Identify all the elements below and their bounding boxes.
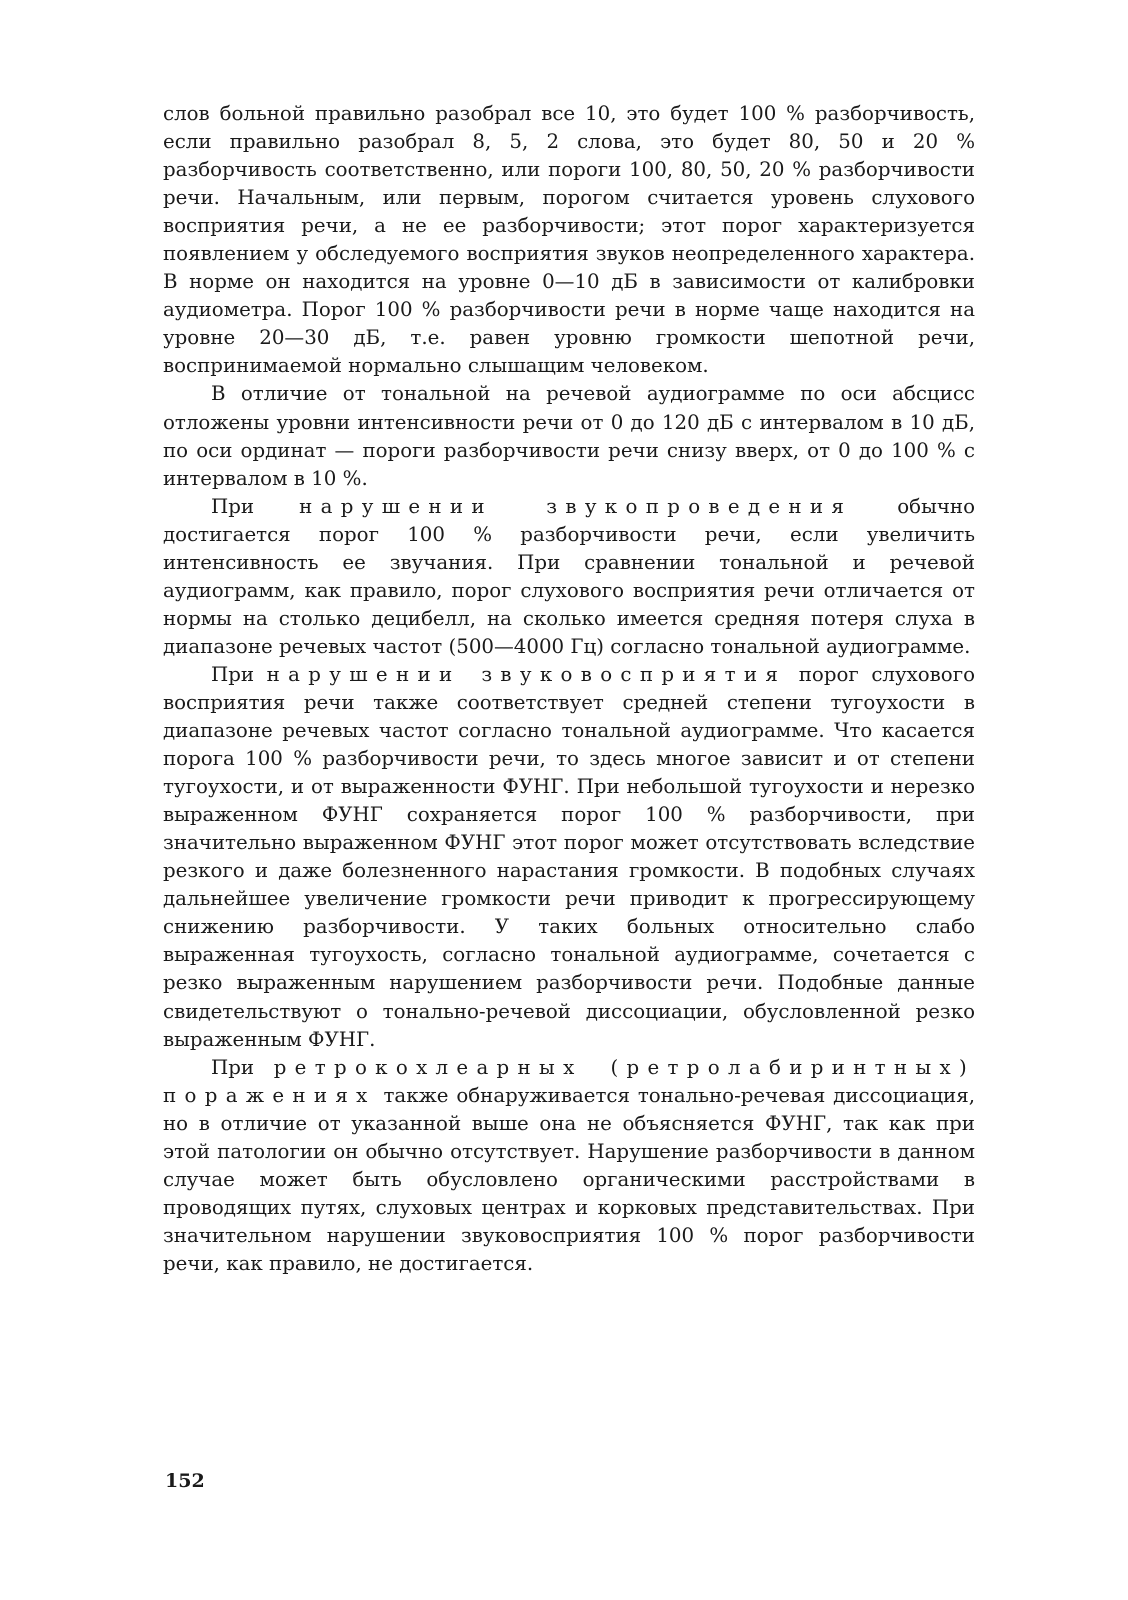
paragraph-1-text: слов больной правильно разобрал все 10, это будет 100 % разборчивость, если правильно разобрал 8, 5, 2 слова, это будет 80, 50 и 20 % разборчивость соответственно, или пороги 100, 80, 50, 20 % разборчивости речи. Начальным, или первым, порогом считается уровень слухового восприятия речи, а не ее разборчивости; этот порог характеризуется появлением у обследуемого восприятия звуков неопределенного характера. В норме он находится на уровне 0—10 дБ в зависимости от калибровки аудиометра. Порог 100 % разборчивости речи в норме чаще находится на уровне 20—30 дБ, т.е. равен уровню громкости шепотной речи, воспринимаемой нормально слышащим человеком. — [163, 102, 975, 378]
paragraph-4-lead: При — [211, 662, 267, 686]
paragraph-5-text: также обнаруживается тонально-речевая диссоциация, но в отличие от указанной выше она не объясняется ФУНГ, так как при этой патологии он обычно отсутствует. Нарушение разборчивости в данном случае может быть обусловлено органическими расстройствами в проводящих путях, слуховых центрах и корковых представительствах. При значительном нарушении звуковосприятия 100 % порог разборчивости речи, как правило, не достигается. — [163, 1083, 975, 1275]
paragraph-4 — [163, 661, 975, 1054]
body-text — [163, 100, 975, 1278]
paragraph-2-text: В отличие от тональной на речевой аудиограмме по оси абсцисс отложены уровни интенсивности речи от 0 до 120 дБ с интервалом в 10 дБ, по оси ординат — пороги разборчивости речи снизу вверх, от 0 до 100 % с интервалом в 10 %. — [163, 382, 975, 490]
paragraph-3-lead: При — [211, 494, 300, 518]
paragraph-1 — [163, 100, 975, 380]
paragraph-3 — [163, 493, 975, 661]
paragraph-2 — [163, 380, 975, 492]
paragraph-4-text: порог слухового восприятия речи также соответствует средней степени тугоухости в диапазоне речевых частот согласно тональной аудиограмме. Что касается порога 100 % разборчивости речи, то здесь многое зависит и от степени тугоухости, и от выраженности ФУНГ. При небольшой тугоухости и нерезко выраженном ФУНГ сохраняется порог 100 % разборчивости, при значительно выраженном ФУНГ этот порог может отсутствовать вследствие резкого и даже болезненного нарастания громкости. В подобных случаях дальнейшее увеличение громкости речи приводит к прогрессирующему снижению разборчивости. У таких больных относительно слабо выраженная тугоухость, согласно тональной аудиограмме, сочетается с резко выраженным нарушением разборчивости речи. Подобные данные свидетельствуют о тонально-речевой диссоциации, обусловленной резко выраженным ФУНГ. — [163, 662, 975, 1051]
paragraph-3-text: обычно достигается порог 100 % разборчивости речи, если увеличить интенсивность ее звучания. При сравнении тональной и речевой аудиограмм, как правило, порог слухового восприятия речи отличается от нормы на столько децибелл, на сколько имеется средняя потеря слуха в диапазоне речевых частот (500—4000 Гц) согласно тональной аудиограмме. — [163, 494, 976, 658]
page-number: 152 — [165, 1470, 205, 1492]
paragraph-4-emphasis: нарушении звуковосприятия — [266, 662, 787, 686]
paragraph-5 — [163, 1054, 975, 1278]
paragraph-3-emphasis: нарушении звукопроведения — [299, 494, 853, 518]
paragraph-5-lead: При — [211, 1055, 274, 1079]
paragraph-5-emphasis: ретрокохлеарных (ретролабиринтных) поражениях — [163, 1055, 975, 1107]
